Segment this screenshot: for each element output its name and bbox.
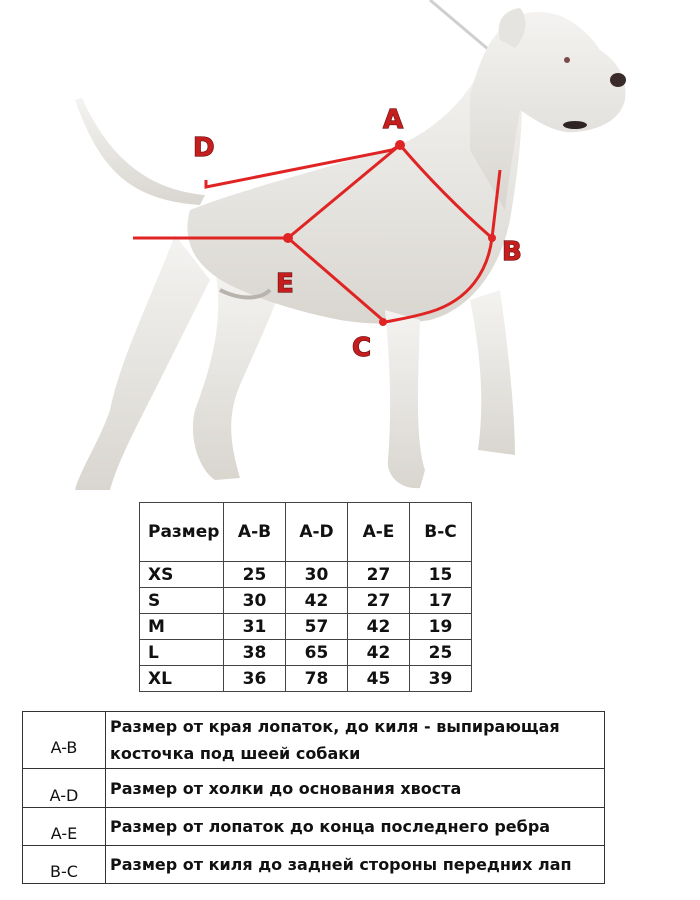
legend-code: B-C <box>23 846 106 884</box>
size-label: XS <box>140 562 224 588</box>
table-cell: 38 <box>224 640 286 666</box>
legend-row <box>23 712 605 769</box>
table-row <box>140 640 472 666</box>
marker-b: B <box>502 237 522 267</box>
table-row <box>140 614 472 640</box>
table-cell: 30 <box>286 562 348 588</box>
table-cell: 30 <box>224 588 286 614</box>
header-a-d: A-D <box>286 503 348 562</box>
table-cell: 39 <box>410 666 472 692</box>
table-row <box>140 666 472 692</box>
size-label: L <box>140 640 224 666</box>
table-cell: 42 <box>348 614 410 640</box>
table-cell: 27 <box>348 562 410 588</box>
legend-description: Размер от киля до задней стороны передних лап <box>106 846 605 884</box>
table-cell: 65 <box>286 640 348 666</box>
table-cell: 25 <box>410 640 472 666</box>
marker-c: C <box>352 333 372 363</box>
table-cell: 78 <box>286 666 348 692</box>
marker-d: D <box>193 133 215 163</box>
size-label: M <box>140 614 224 640</box>
legend-row <box>23 808 605 846</box>
legend-description: Размер от края лопаток, до киля - выпирающая косточка под шеей собаки <box>106 712 605 769</box>
table-cell: 25 <box>224 562 286 588</box>
legend-description: Размер от лопаток до конца последнего ребра <box>106 808 605 846</box>
table-cell: 36 <box>224 666 286 692</box>
table-cell: 19 <box>410 614 472 640</box>
dog-silhouette <box>75 0 626 490</box>
size-label: XL <box>140 666 224 692</box>
table-cell: 42 <box>348 640 410 666</box>
header-a-b: A-B <box>224 503 286 562</box>
table-cell: 31 <box>224 614 286 640</box>
header-a-e: A-E <box>348 503 410 562</box>
table-cell: 15 <box>410 562 472 588</box>
legend-code: A-D <box>23 769 106 808</box>
size-table-header <box>140 503 472 562</box>
header-b-c: B-C <box>410 503 472 562</box>
legend-row <box>23 846 605 884</box>
legend-table <box>22 711 605 884</box>
table-cell: 42 <box>286 588 348 614</box>
size-label: S <box>140 588 224 614</box>
table-row <box>140 588 472 614</box>
size-table <box>139 502 472 692</box>
legend-code: A-E <box>23 808 106 846</box>
table-row <box>140 562 472 588</box>
legend-row <box>23 769 605 808</box>
legend-description: Размер от холки до основания хвоста <box>106 769 605 808</box>
table-cell: 57 <box>286 614 348 640</box>
header-size: Размер <box>140 503 224 562</box>
marker-a: A <box>383 105 404 135</box>
table-cell: 45 <box>348 666 410 692</box>
table-cell: 27 <box>348 588 410 614</box>
legend-code: A-B <box>23 712 106 769</box>
table-cell: 17 <box>410 588 472 614</box>
marker-e: E <box>276 269 294 299</box>
